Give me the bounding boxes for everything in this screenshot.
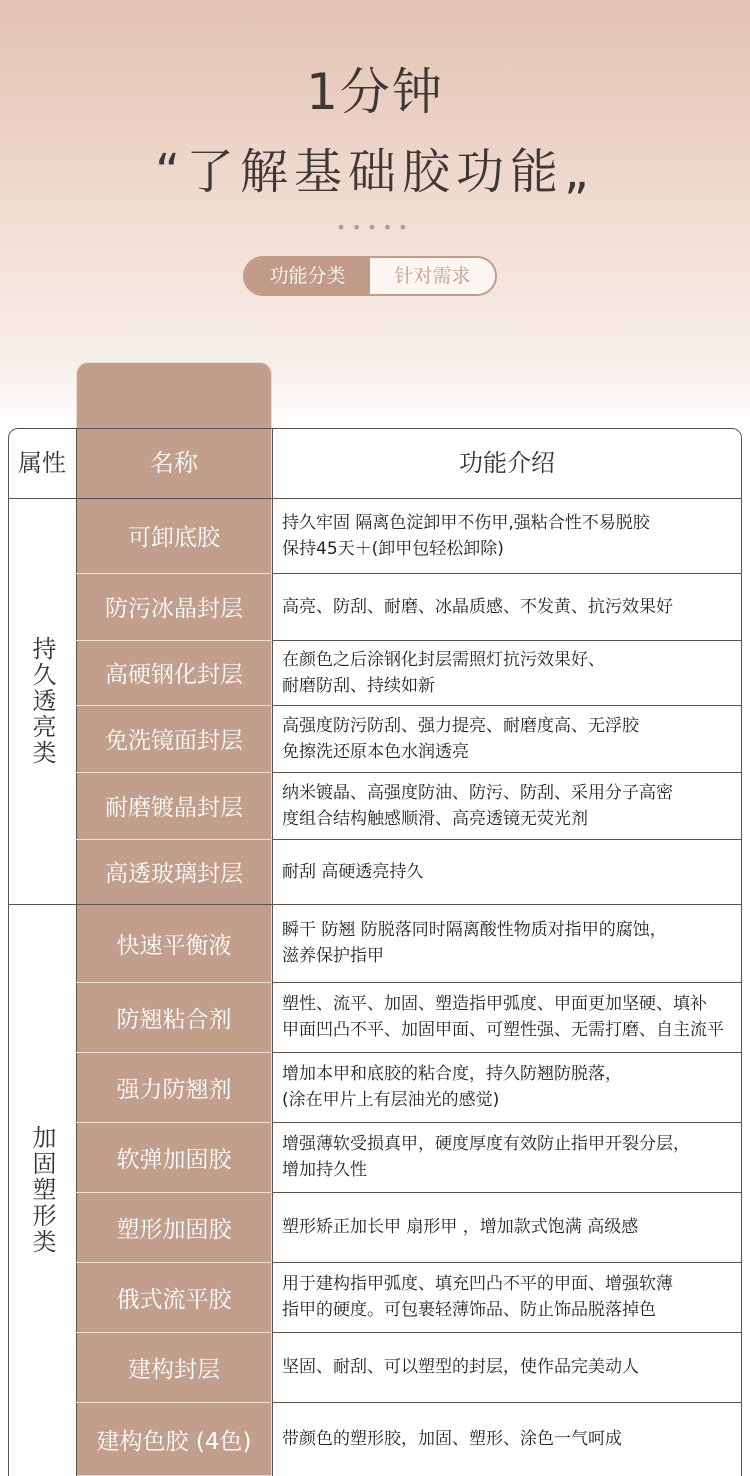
row-description: [282, 498, 740, 573]
category-cell: [8, 904, 76, 1476]
row-name: 快速平衡液: [116, 932, 232, 959]
row-description-text: 塑形矫正加长甲 扇形甲 ，增加款式饱满 高级感: [282, 1217, 639, 1237]
row-description-text: 纳米镀晶、高强度防油、防污、防刮、采用分子高密 度组合结构触感顺滑、高亮透镜无荧光剂: [282, 782, 673, 829]
header-function: 功能介绍: [459, 449, 555, 477]
row-name: 防污冰晶封层: [105, 596, 243, 622]
row-name: 防翘粘合剂: [116, 1006, 232, 1033]
row-name: 高透玻璃封层: [105, 861, 243, 887]
row-description-text: 用于建构指甲弧度、填充凹凸不平的甲面、增强软薄 指甲的硬度。可包裹轻薄饰品、防止饰品脱落掉色: [282, 1274, 673, 1320]
row-description-text: 高亮、防刮、耐磨、冰晶质感、不发黄、抗污效果好: [282, 596, 673, 617]
row-name: 建构封层: [128, 1356, 220, 1383]
row-description-text: 带颜色的塑形胶，加固、塑形、涂色一气呵成: [282, 1429, 622, 1449]
row-description-text: 高强度防污防刮、强力提亮、耐磨度高、无浮胶 免擦洗还原本色水润透亮: [282, 715, 639, 762]
row-description: [282, 1052, 740, 1122]
row-description: [282, 640, 740, 705]
row-description: [282, 1402, 740, 1476]
row-description-text: 瞬干 防翘 防脱落同时隔离酸性物质对指甲的腐蚀， 滋养保护指甲: [282, 920, 667, 966]
row-description-text: 坚固、耐刮、可以塑型的封层，使作品完美动人: [282, 1357, 639, 1377]
row-description-text: 塑性、流平、加固、塑造指甲弧度、甲面更加坚硬、填补 甲面凹凸不平、加固甲面、可塑性强、无需打磨、自主流平: [282, 994, 724, 1040]
row-name: 建构色胶 (4色): [96, 1428, 252, 1455]
row-name: 可卸底胶: [128, 525, 220, 551]
row-description-text: 耐刮 高硬透亮持久: [282, 861, 424, 882]
row-name: 高硬钢化封层: [105, 662, 243, 688]
decorative-dots: •••••: [336, 218, 414, 237]
row-name: 软弹加固胶: [116, 1146, 232, 1173]
row-description: [282, 1262, 740, 1332]
row-description-text: 持久牢固 隔离色淀卸甲不伤甲,强粘合性不易脱胶 保持45天＋(卸甲包轻松卸除): [282, 512, 650, 559]
row-name: 俄式流平胶: [116, 1286, 232, 1313]
row-description-text: 在颜色之后涂钢化封层需照灯抗污效果好、 耐磨防刮、持续如新: [282, 649, 605, 696]
column-divider-2: [272, 428, 273, 1476]
row-description: [282, 705, 740, 772]
page-title: 1分钟: [306, 63, 444, 121]
tab-bar: [243, 256, 497, 296]
row-description-text: 增强薄软受损真甲，硬度厚度有效防止指甲开裂分层， 增加持久性: [282, 1134, 690, 1180]
category-label-reinforce: 加固塑形类: [28, 1125, 56, 1255]
row-description: [282, 1192, 740, 1262]
category-label-durable: 持久透亮类: [28, 636, 56, 766]
row-description: [282, 1122, 740, 1192]
row-name: 耐磨镀晶封层: [105, 795, 243, 821]
row-description: [282, 1332, 740, 1402]
tab-function-category[interactable]: 功能分类: [245, 258, 370, 294]
row-description: [282, 904, 740, 982]
header-name: 名称: [150, 449, 198, 477]
row-name: 强力防翘剂: [116, 1076, 232, 1103]
row-description-text: 增加本甲和底胶的粘合度，持久防翘防脱落， (涂在甲片上有层油光的感觉): [282, 1064, 622, 1110]
row-name: 塑形加固胶: [116, 1216, 232, 1243]
tab-target-needs[interactable]: 针对需求: [370, 258, 495, 294]
row-description: [282, 772, 740, 839]
row-name: 免洗镜面封层: [105, 728, 243, 754]
row-description: [282, 982, 740, 1052]
page-subtitle: “了解基础胶功能„: [155, 144, 595, 200]
row-description: [282, 839, 740, 904]
category-cell: [8, 498, 76, 904]
row-description: [282, 573, 740, 640]
header-attribute: 属性: [18, 449, 66, 477]
